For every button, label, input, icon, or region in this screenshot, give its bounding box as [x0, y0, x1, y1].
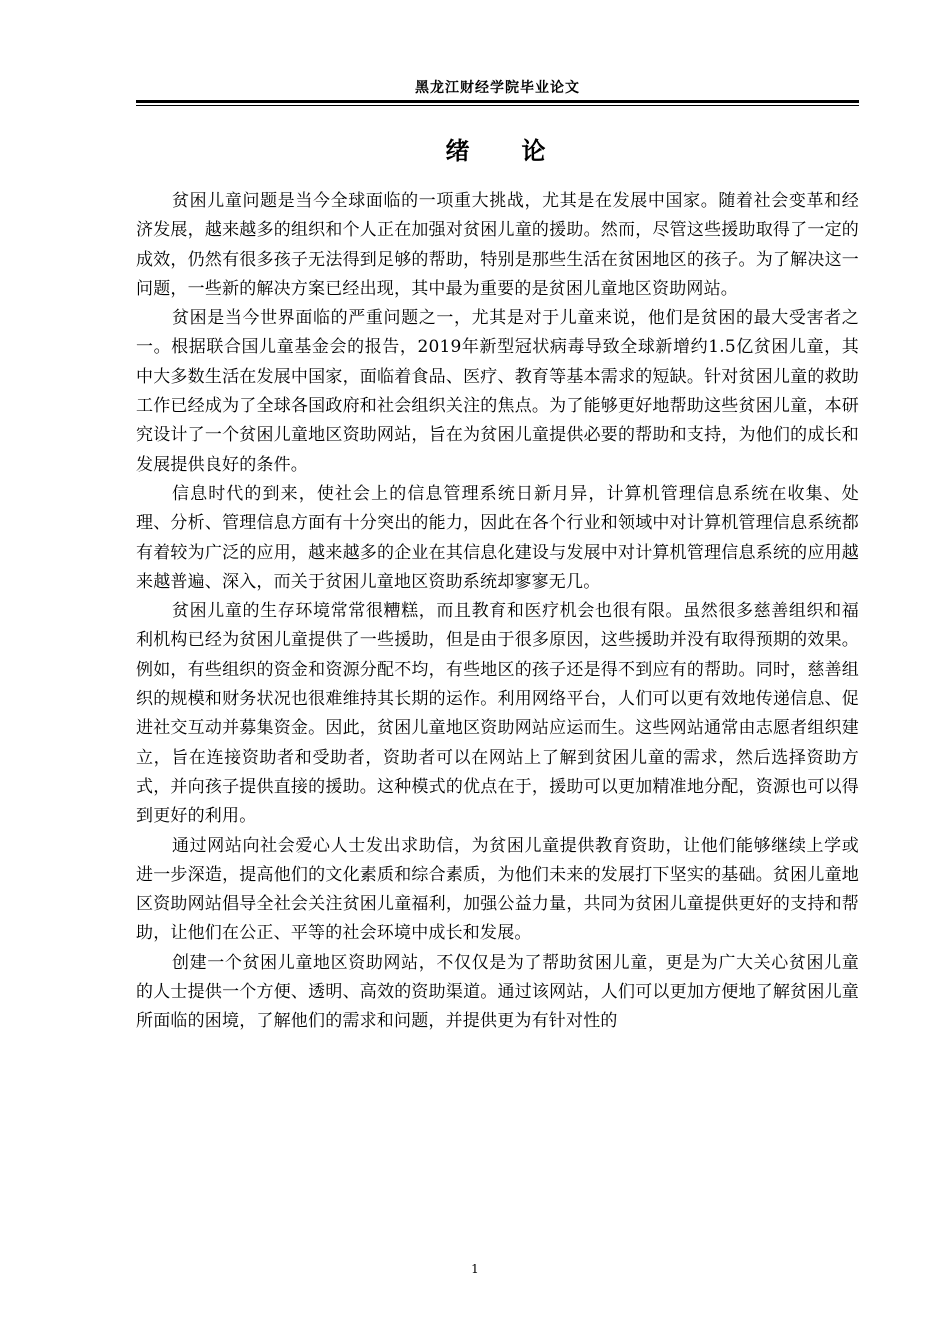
- paragraph-4: 贫困儿童的生存环境常常很糟糕，而且教育和医疗机会也很有限。虽然很多慈善组织和福利机构已经为贫困儿童提供了一些援助，但是由于很多原因，这些援助并没有取得预期的效果。例如，有些组织的资金和资源分配不均，有些地区的孩子还是得不到应有的帮助。同时，慈善组织的规模和财务状况也很难维持其长期的运作。利用网络平台，人们可以更有效地传递信息、促进社交互动并募集资金。因此，贫困儿童地区资助网站应运而生。这些网站通常由志愿者组织建立，旨在连接资助者和受助者，资助者可以在网站上了解到贫困儿童的需求，然后选择资助方式，并向孩子提供直接的援助。这种模式的优点在于，援助可以更加精准地分配，资源也可以得到更好的利用。: [136, 601, 859, 827]
- paragraph-3: 信息时代的到来，使社会上的信息管理系统日新月异，计算机管理信息系统在收集、处理、分析、管理信息方面有十分突出的能力，因此在各个行业和领域中对计算机管理信息系统都有着较为广泛的应用，越来越多的企业在其信息化建设与发展中对计算机管理信息系统的应用越来越普遍、深入，而关于贫困儿童地区资助系统却寥寥无几。: [136, 483, 859, 592]
- section-title-part1: 绪: [445, 136, 474, 165]
- header-rule-thick: [136, 100, 859, 103]
- paragraph-6: 创建一个贫困儿童地区资助网站，不仅仅是为了帮助贫困儿童，更是为广大关心贫困儿童的人士提供一个方便、透明、高效的资助渠道。通过该网站，人们可以更加方便地了解贫困儿童所面临的困境，了解他们的需求和问题，并提供更为有针对性的: [136, 952, 859, 1032]
- section-title-part2: 论: [521, 136, 550, 165]
- paragraph-1: 贫困儿童问题是当今全球面临的一项重大挑战，尤其是在发展中国家。随着社会变革和经济发展，越来越多的组织和个人正在加强对贫困儿童的援助。然而，尽管这些援助取得了一定的成效，仍然有很多孩子无法得到足够的帮助，特别是那些生活在贫困地区的孩子。为了解决这一问题，一些新的解决方案已经出现，其中最为重要的是贫困儿童地区资助网站。: [136, 191, 859, 299]
- paragraph-2: 贫困是当今世界面临的严重问题之一，尤其是对于儿童来说，他们是贫困的最大受害者之一。根据联合国儿童基金会的报告，2019年新型冠状病毒导致全球新增约1.5亿贫困儿童，其中大多数生活在发展中国家，面临着食品、医疗、教育等基本需求的短缺。针对贫困儿童的救助工作已经成为了全球各国政府和社会组织关注的焦点。为了能够更好地帮助这些贫困儿童，本研究设计了一个贫困儿童地区资助网站，旨在为贫困儿童提供必要的帮助和支持，为他们的成长和发展提供良好的条件。: [136, 308, 859, 475]
- paragraph-5: 通过网站向社会爱心人士发出求助信，为贫困儿童提供教育资助，让他们能够继续上学或进一步深造，提高他们的文化素质和综合素质，为他们未来的发展打下坚实的基础。贫困儿童地区资助网站倡导全社会关注贫困儿童福利，加强公益力量，共同为贫困儿童提供更好的支持和帮助，让他们在公正、平等的社会环境中成长和发展。: [136, 835, 859, 944]
- body-text: [136, 187, 859, 1037]
- page-number: 1: [471, 1262, 479, 1276]
- header-rule-thin: [136, 105, 859, 106]
- running-header: 黑龙江财经学院毕业论文: [415, 80, 580, 96]
- section-title: [136, 131, 859, 166]
